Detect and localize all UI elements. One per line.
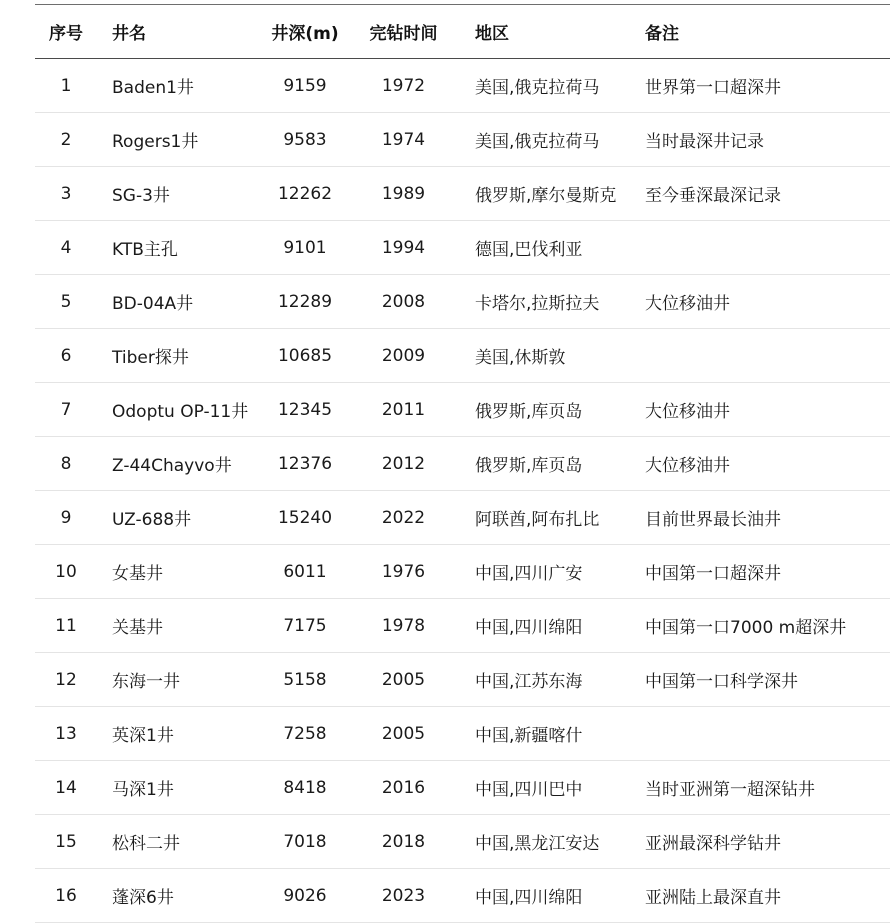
cell-index: 6	[60, 345, 72, 366]
cell-region: 美国,休斯敦	[475, 348, 566, 368]
table-row	[35, 545, 890, 599]
cell-index: 13	[55, 723, 77, 744]
header-year: 完钻时间	[369, 24, 438, 44]
table-row	[35, 653, 890, 707]
table-row	[35, 383, 890, 437]
header-name: 井名	[112, 24, 146, 44]
cell-index: 3	[60, 183, 72, 204]
cell-depth: 10685	[277, 345, 333, 366]
cell-index: 8	[60, 453, 72, 474]
cell-region: 中国,江苏东海	[475, 672, 583, 692]
cell-depth: 5158	[283, 669, 327, 690]
header-depth: 井深(m)	[271, 24, 339, 44]
cell-index: 11	[55, 615, 77, 636]
cell-index: 9	[60, 507, 72, 528]
cell-year: 2009	[381, 345, 426, 366]
table-row	[35, 59, 890, 113]
cell-depth: 12345	[277, 399, 333, 420]
cell-year: 1976	[381, 561, 426, 582]
cell-year: 2012	[381, 453, 426, 474]
cell-depth: 8418	[283, 777, 327, 798]
cell-year: 1972	[381, 75, 426, 96]
cell-index: 10	[55, 561, 77, 582]
cell-depth: 7175	[283, 615, 327, 636]
cell-year: 1989	[381, 183, 426, 204]
cell-year: 2018	[381, 831, 426, 852]
cell-note: 当时亚洲第一超深钻井	[645, 780, 815, 800]
cell-index: 1	[60, 75, 72, 96]
table-row	[35, 599, 890, 653]
cell-year: 2022	[381, 507, 426, 528]
cell-region: 德国,巴伐利亚	[475, 240, 583, 260]
cell-year: 1994	[381, 237, 426, 258]
cell-region: 中国,新疆喀什	[475, 726, 583, 746]
cell-region: 中国,四川绵阳	[475, 888, 583, 908]
header-row	[35, 5, 890, 59]
cell-region: 俄罗斯,库页岛	[475, 402, 583, 422]
cell-depth: 12262	[277, 183, 333, 204]
cell-note: 目前世界最长油井	[645, 510, 781, 530]
table-row	[35, 869, 890, 923]
cell-note	[643, 707, 890, 761]
cell-note: 中国第一口超深井	[645, 564, 781, 584]
well-table-container	[35, 4, 890, 923]
cell-well-name: UZ-688井	[112, 510, 192, 530]
cell-region: 中国,四川广安	[475, 564, 583, 584]
cell-well-name: KTB主孔	[112, 240, 178, 260]
cell-region: 美国,俄克拉荷马	[475, 132, 600, 152]
table-row	[35, 221, 890, 275]
cell-depth: 12376	[277, 453, 333, 474]
cell-note: 大位移油井	[645, 294, 730, 314]
cell-note: 中国第一口科学深井	[645, 672, 798, 692]
table-row	[35, 329, 890, 383]
cell-year: 1978	[381, 615, 426, 636]
cell-note: 亚洲陆上最深直井	[645, 888, 781, 908]
deep-wells-table	[35, 4, 890, 923]
table-row	[35, 167, 890, 221]
cell-region: 中国,四川巴中	[475, 780, 583, 800]
cell-index: 2	[60, 129, 72, 150]
cell-region: 阿联酋,阿布扎比	[475, 510, 600, 530]
header-region: 地区	[475, 24, 509, 44]
cell-year: 1974	[381, 129, 426, 150]
cell-index: 15	[55, 831, 77, 852]
cell-well-name: Odoptu OP-11井	[112, 402, 249, 422]
table-body	[35, 59, 890, 923]
cell-depth: 9026	[283, 885, 327, 906]
cell-note: 中国第一口7000 m超深井	[645, 618, 847, 638]
cell-well-name: Tiber探井	[112, 348, 189, 368]
cell-well-name: 东海一井	[112, 672, 180, 692]
cell-index: 7	[60, 399, 72, 420]
cell-index: 12	[55, 669, 77, 690]
cell-year: 2011	[381, 399, 426, 420]
cell-well-name: 女基井	[112, 564, 163, 584]
cell-note: 大位移油井	[645, 402, 730, 422]
cell-note	[643, 329, 890, 383]
cell-note: 至今垂深最深记录	[645, 186, 781, 206]
cell-note: 世界第一口超深井	[645, 78, 781, 98]
header-index: 序号	[49, 24, 83, 44]
cell-region: 中国,黑龙江安达	[475, 834, 600, 854]
cell-region: 俄罗斯,库页岛	[475, 456, 583, 476]
cell-depth: 7258	[283, 723, 327, 744]
cell-year: 2005	[381, 723, 426, 744]
cell-depth: 9583	[283, 129, 327, 150]
cell-region: 卡塔尔,拉斯拉夫	[475, 294, 600, 314]
cell-depth: 9159	[283, 75, 327, 96]
cell-year: 2008	[381, 291, 426, 312]
cell-well-name: Z-44Chayvo井	[112, 456, 232, 476]
table-row	[35, 113, 890, 167]
table-row	[35, 815, 890, 869]
cell-index: 14	[55, 777, 77, 798]
cell-well-name: 关基井	[112, 618, 163, 638]
cell-well-name: Rogers1井	[112, 132, 199, 152]
cell-well-name: 蓬深6井	[112, 888, 174, 908]
table-row	[35, 761, 890, 815]
cell-well-name: 松科二井	[112, 834, 180, 854]
cell-index: 5	[60, 291, 72, 312]
cell-year: 2023	[381, 885, 426, 906]
cell-well-name: BD-04A井	[112, 294, 194, 314]
cell-depth: 12289	[277, 291, 333, 312]
cell-note: 亚洲最深科学钻井	[645, 834, 781, 854]
table-row	[35, 707, 890, 761]
cell-depth: 15240	[277, 507, 333, 528]
cell-region: 俄罗斯,摩尔曼斯克	[475, 186, 617, 206]
cell-well-name: 英深1井	[112, 726, 174, 746]
table-row	[35, 491, 890, 545]
cell-depth: 6011	[283, 561, 327, 582]
cell-well-name: SG-3井	[112, 186, 170, 206]
table-row	[35, 275, 890, 329]
table-row	[35, 437, 890, 491]
cell-region: 美国,俄克拉荷马	[475, 78, 600, 98]
cell-well-name: Baden1井	[112, 78, 194, 98]
cell-note: 当时最深井记录	[645, 132, 764, 152]
cell-note	[643, 221, 890, 275]
cell-depth: 7018	[283, 831, 327, 852]
cell-index: 4	[60, 237, 72, 258]
header-note: 备注	[645, 24, 679, 44]
cell-region: 中国,四川绵阳	[475, 618, 583, 638]
cell-well-name: 马深1井	[112, 780, 174, 800]
cell-year: 2016	[381, 777, 426, 798]
table-header	[35, 5, 890, 59]
cell-depth: 9101	[283, 237, 327, 258]
cell-index: 16	[55, 885, 77, 906]
cell-note: 大位移油井	[645, 456, 730, 476]
cell-year: 2005	[381, 669, 426, 690]
